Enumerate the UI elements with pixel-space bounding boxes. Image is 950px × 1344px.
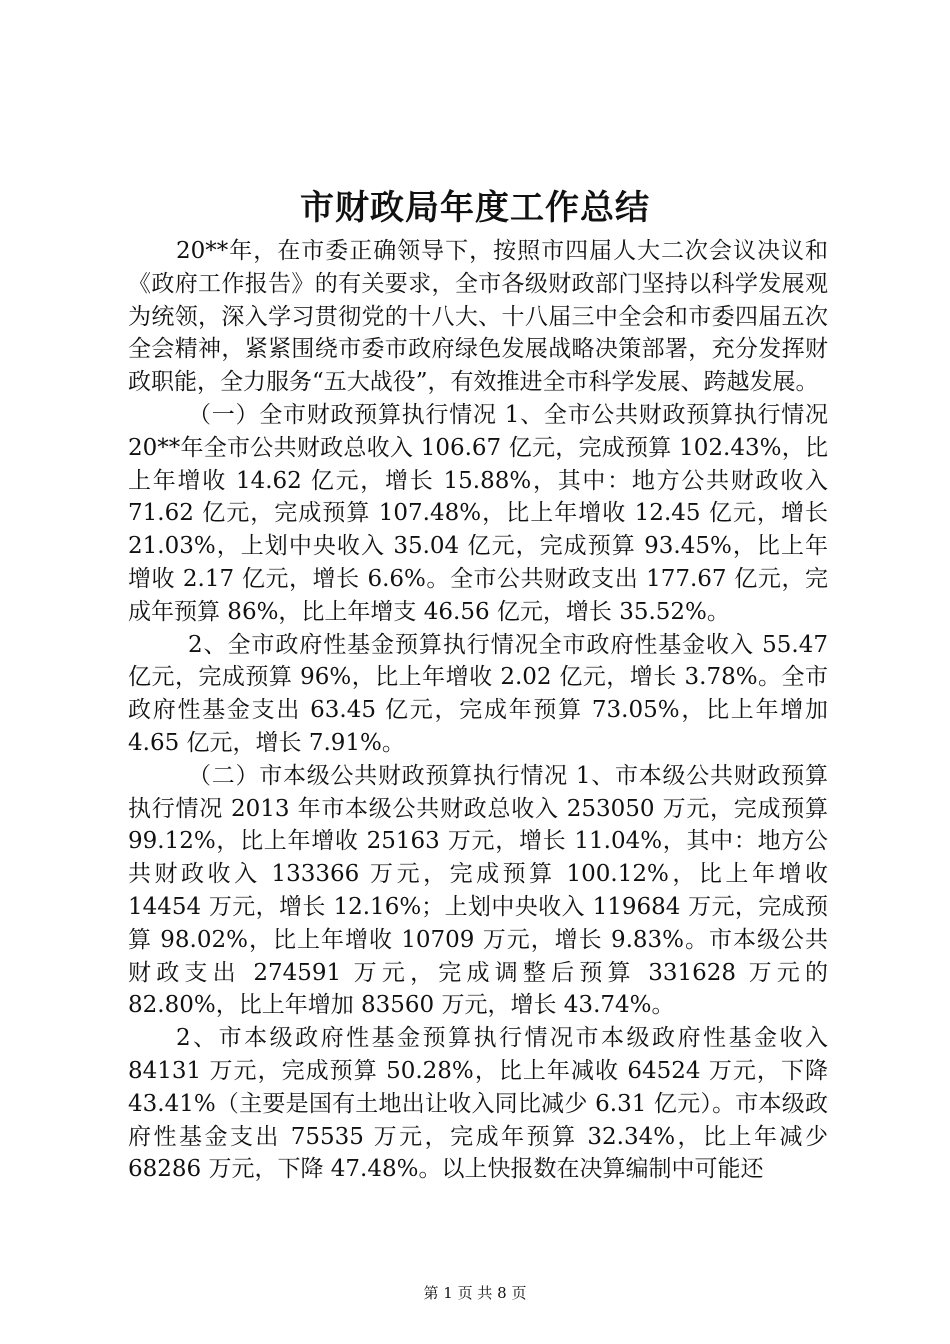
document-body: [128, 235, 828, 1186]
paragraph-intro: 20**年，在市委正确领导下，按照市四届人大二次会议决议和《政府工作报告》的有关要求，全市各级财政部门坚持以科学发展观为统领，深入学习贯彻党的十八大、十八届三中全会和市委四届五次全会精神，紧紧围绕市委市政府绿色发展战略决策部署，充分发挥财政职能，全力服务“五大战役”，有效推进全市科学发展、跨越发展。: [128, 238, 828, 396]
page-number: 第 1 页 共 8 页: [423, 1284, 527, 1302]
paragraph-city-public-budget: （一）全市财政预算执行情况 1、全市公共财政预算执行情况 20**年全市公共财政总收入 106.67 亿元，完成预算 102.43%，比上年增收 14.62 亿元，增长 15.88%，其中：地方公共财政收入 71.62 亿元，完成预算 107.48%，比上年增收 12.45 亿元，增长 21.03%，上划中央收入 35.04 亿元，完成预算 93.45%，比上年增收 2.17 亿元，增长 6.6%。全市公共财政支出 177.67 亿元，完成年预算 86%，比上年增支 46.56 亿元，增长 35.52%。: [128, 401, 828, 625]
document-title: 市财政局年度工作总结: [300, 188, 650, 228]
paragraph-city-fund-budget: 2、全市政府性基金预算执行情况全市政府性基金收入 55.47 亿元，完成预算 96%，比上年增收 2.02 亿元，增长 3.78%。全市政府性基金支出 63.45 亿元，完成年预算 73.05%，比上年增加 4.65 亿元，增长 7.91%。: [128, 631, 828, 756]
paragraph-municipal-fund-budget: 2、市本级政府性基金预算执行情况市本级政府性基金收入 84131 万元，完成预算 50.28%，比上年减收 64524 万元，下降 43.41%（主要是国有土地出让收入同比减少 6.31 亿元）。市本级政府性基金支出 75535 万元，完成年预算 32.34%，比上年减少 68286 万元，下降 47.48%。以上快报数在决算编制中可能还: [128, 1025, 828, 1183]
paragraph-municipal-public-budget: （二）市本级公共财政预算执行情况 1、市本级公共财政预算执行情况 2013 年市本级公共财政总收入 253050 万元，完成预算 99.12%，比上年增收 25163 万元，增长 11.04%，其中：地方公共财政收入 133366 万元，完成预算 100.12%，比上年增收 14454 万元，增长 12.16%；上划中央收入 119684 万元，完成预算 98.02%，比上年增收 10709 万元，增长 9.83%。市本级公共财政支出 274591 万元，完成调整后预算 331628 万元的 82.80%，比上年增加 83560 万元，增长 43.74%。: [128, 762, 828, 1019]
